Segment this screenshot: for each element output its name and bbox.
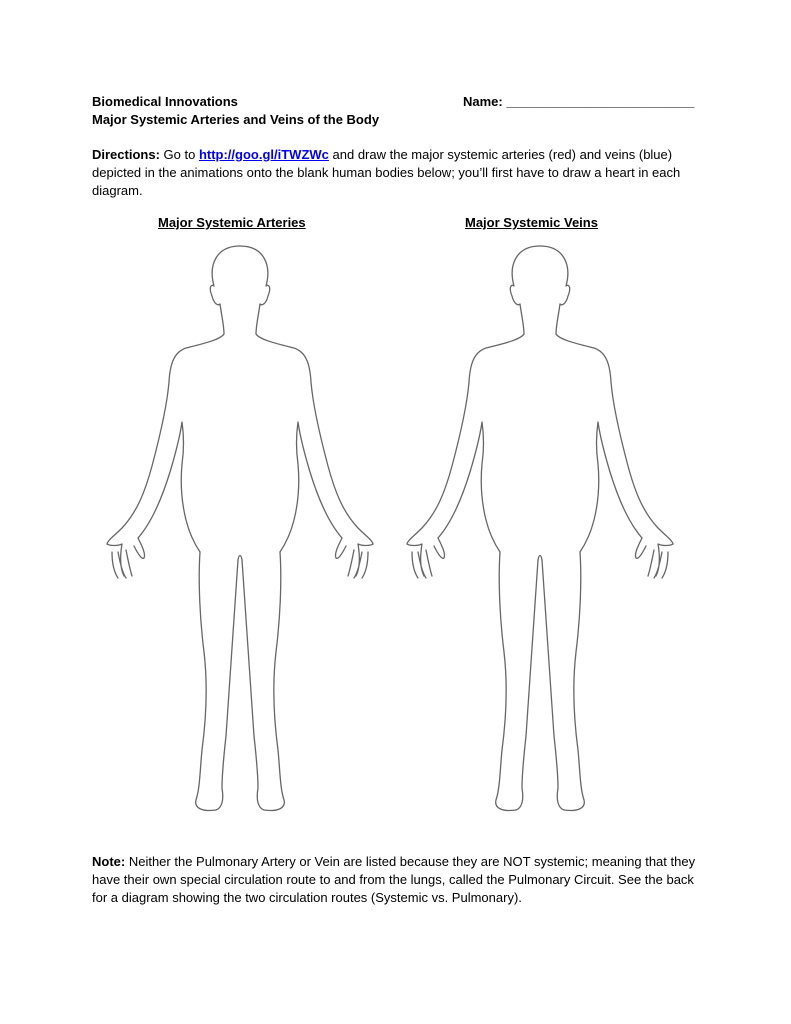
course-name: Biomedical Innovations xyxy=(92,94,238,109)
note-paragraph xyxy=(92,853,702,907)
name-field-label: Name: __________________________ xyxy=(463,94,695,109)
note-label: Note: xyxy=(92,854,126,869)
animation-link[interactable]: http://goo.gl/iTWZWc xyxy=(198,147,329,162)
arteries-figure-title: Major Systemic Arteries xyxy=(158,215,306,230)
veins-body-outline xyxy=(390,240,690,820)
directions-pre: Go to xyxy=(159,147,199,162)
directions-label: Directions: xyxy=(92,147,160,162)
directions-post: and draw the major systemic arteries (red) and veins (blue) depicted in the animations onto the blank human bodies below; you’ll first have to draw a heart in each diagram. xyxy=(92,147,681,198)
arteries-body-outline xyxy=(90,240,390,820)
document-title: Major Systemic Arteries and Veins of the Body xyxy=(92,112,380,127)
veins-figure-title: Major Systemic Veins xyxy=(465,215,598,230)
note-text: Neither the Pulmonary Artery or Vein are listed because they are NOT systemic; meaning that they have their own special circulation route to and from the lungs, called the Pulmonary Circuit. See the back for a diagram showing the two circulation routes (Systemic vs. Pulmonary). xyxy=(92,854,696,905)
directions-paragraph xyxy=(92,146,702,200)
